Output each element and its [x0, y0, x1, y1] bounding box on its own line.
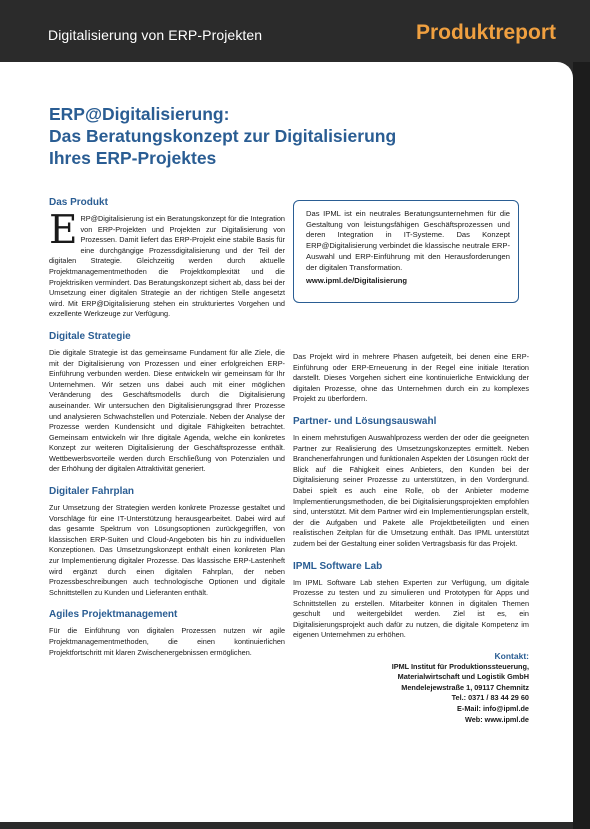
contact-website[interactable]: Web: www.ipml.de: [464, 714, 529, 724]
section-text-lab: Im IPML Software Lab stehen Experten zur Verfügung, um digitale Prozesse zu testen und zu simulieren und Prototypen für Apps und Schnittstellen zu erstellen. Mitarbeiter können in digitalen Themen geschult und weitergebildet werden. Ziel ist es, ein Digitalisierungsprojekt auch dafür zu nutzen, die digitale Kompetenz im eigenen Unternehmen zu erhöhen.: [293, 577, 529, 640]
section-text-agil: Für die Einführung von digitalen Prozessen nutzen wir agile Projektmanagementmethoden, die einen kontinuierlichen Projektfortschritt mit klaren Zwischenergebnissen ermöglichen.: [49, 626, 285, 657]
section-text-agil-continued: Das Projekt wird in mehrere Phasen aufgeteilt, bei denen eine ERP-Einführung oder ERP-Erneuerung in der Regel eine initiale Iteration darstellt. Dieses Vorgehen sichert eine kontinuierliche Entwicklung der digitalen Prozesse, ohne das Unternehmen durch ein zu komplexes Projekt zu überfordern.: [293, 352, 529, 404]
article-title-line-2: Das Beratungskonzept zur Digitalisierung: [49, 126, 397, 146]
page-edge-stripe: [573, 62, 590, 829]
section-text-partner: In einem mehrstufigen Auswahlprozess werden der oder die geeigneten Partner zur Realisierung des Umsetzungskonzeptes ermittelt. Neben Branchenerfahrungen und funktionalen Aspekten der Lösungen rückt der Blick auf die Fähigkeit eines Anbieters, den Kunden bei der Digitalisierung seiner Prozesse zu unterstützen, in den Vordergrund. Dabei spielt es auch eine Rolle, ob der Anbieter moderne Implementierungsmethoden, die bei Digitalisierungsprojekten empfohlen sind, unterstützt. Mit dem Partner wird ein Implementierungsplan erstellt, der die Aufgaben und Pakete alle Projektbeteiligten und einen realistischen Zeitplan für die Umsetzung enthält. Das IPML unterstützt zudem bei der Gestaltung einer soliden Vertragsbasis für das Projekt.: [293, 432, 529, 548]
contact-block: [293, 651, 529, 725]
section-partner: [293, 415, 529, 550]
section-text-strategie: Die digitale Strategie ist das gemeinsame Fundament für alle Ziele, die mit der Digitalisierung von Prozessen und einer erfolgreichen ERP-Einführung verbunden werden. Diese entwickeln wir gemeinsam für Ihr Unternehmen. Wir setzen uns dabei auch mit einer möglichen Veränderung des Geschäftsmodells durch die Digitalisierung auseinander. Wir untersuchen den Digitalisierungsgrad Ihrer Prozesse und analysieren Schwachstellen und Potenziale. Neben der Analyse der Prozesse werden Kundensicht und digitale Fähigkeiten betrachtet. Gemeinsam entwickeln wir Ihre digitale Agenda, welche ein konkretes Konzept zur weiteren Digitalisierung der Geschäftsprozesse enthält. Wettbewerbsvorteile werden durch Erschließung von Potenzialen und der Erhöhung der digitalen Attraktivität generiert.: [49, 347, 285, 474]
section-text-fahrplan: Zur Umsetzung der Strategien werden konkrete Prozesse gestaltet und Vorschläge für eine IT-Unterstützung herausgearbeitet. Dabei wird auf das gesamte Spektrum von Lösungsoptionen zurückgegriffen, von klassischen ERP-Suiten und Cloud-Angeboten bis hin zu individuellen Konzeptionen. Das Umsetzungskonzept enthält einen konkreten Plan zur Implementierung digitaler Prozesse. Das klassische ERP-Lastenheft wird ergänzt durch einen digitalen Fahrplan, der neben Prozessbeschreibungen auch technologische Optionen und digitale Schnittstellen zu Kunden und Lieferanten enthält.: [49, 503, 285, 597]
right-column: [293, 352, 529, 725]
section-heading-fahrplan: Digitaler Fahrplan: [49, 486, 135, 498]
contact-org-line-2: Materialwirtschaft und Logistik GmbH: [397, 672, 529, 682]
section-heading-strategie: Digitale Strategie: [49, 330, 131, 342]
section-fahrplan: [49, 485, 285, 598]
section-heading-partner: Partner- und Lösungsauswahl: [293, 415, 437, 427]
header-category: Produktreport: [415, 21, 556, 44]
contact-email[interactable]: E-Mail: info@ipml.de: [457, 704, 529, 714]
header-bar: [0, 0, 590, 60]
section-text-produkt-body: RP@Digitalisierung ist ein Beratungskonzept für die Integration von ERP-Projekten und Projekten zur Digitalisierung von Prozessen. Damit liefert das ERP-Projekt eine stabile Basis für eine durchgängige Prozessdigitalisierung und der Teil der digitalen Strategie. Gleichzeitig werden durch aktuelle Projektmanagementmethoden die Projektkomplexität und die Projektrisiken vermindert. Das Beratungskonzept sichert ab, dass bei der Umsetzung einer digitalen Strategie an der richtigen Stelle angesetzt wird. Mit ERP@Digitalisierung stehen ein strukturiertes Vorgehen und exzellente Werkzeuge zur Verfügung.: [49, 214, 285, 319]
info-box-link[interactable]: www.ipml.de/Digitalisierung: [306, 276, 407, 286]
contact-address: Mendelejewstraße 1, 09117 Chemnitz: [401, 682, 529, 692]
section-text-produkt: [49, 208, 285, 320]
section-produkt: [49, 196, 285, 320]
section-heading-produkt: Das Produkt: [49, 197, 108, 208]
contact-label: Kontakt:: [494, 651, 529, 662]
header-section-title: Digitalisierung von ERP-Projekten: [48, 27, 263, 43]
info-box-text: Das IPML ist ein neutrales Beratungsunternehmen für die Gestaltung von leistungsfähigen Geschäftsprozessen und deren Integration in IT-Systeme. Das Konzept ERP@Digitalisierung verbindet die klassische neutrale ERP-Auswahl und ERP-Einführung mit den Herausforderungen der digitalen Transformation.: [306, 209, 510, 272]
article-title-line-3: Ihres ERP-Projektes: [49, 148, 217, 168]
left-column: [49, 196, 285, 668]
contact-phone: Tel.: 0371 / 83 44 29 60: [451, 693, 529, 703]
section-lab: [293, 560, 529, 642]
section-heading-lab: IPML Software Lab: [293, 560, 383, 572]
section-strategie: [49, 330, 285, 475]
article-title-line-1: ERP@Digitalisierung:: [49, 104, 230, 124]
contact-org-line-1: IPML Institut für Produktionssteuerung,: [391, 661, 529, 671]
drop-cap: E: [49, 208, 78, 253]
section-heading-agil: Agiles Projektmanagement: [49, 609, 178, 621]
section-agil: [49, 608, 285, 658]
info-box: [293, 200, 519, 303]
section-agil-continued: [293, 352, 529, 405]
